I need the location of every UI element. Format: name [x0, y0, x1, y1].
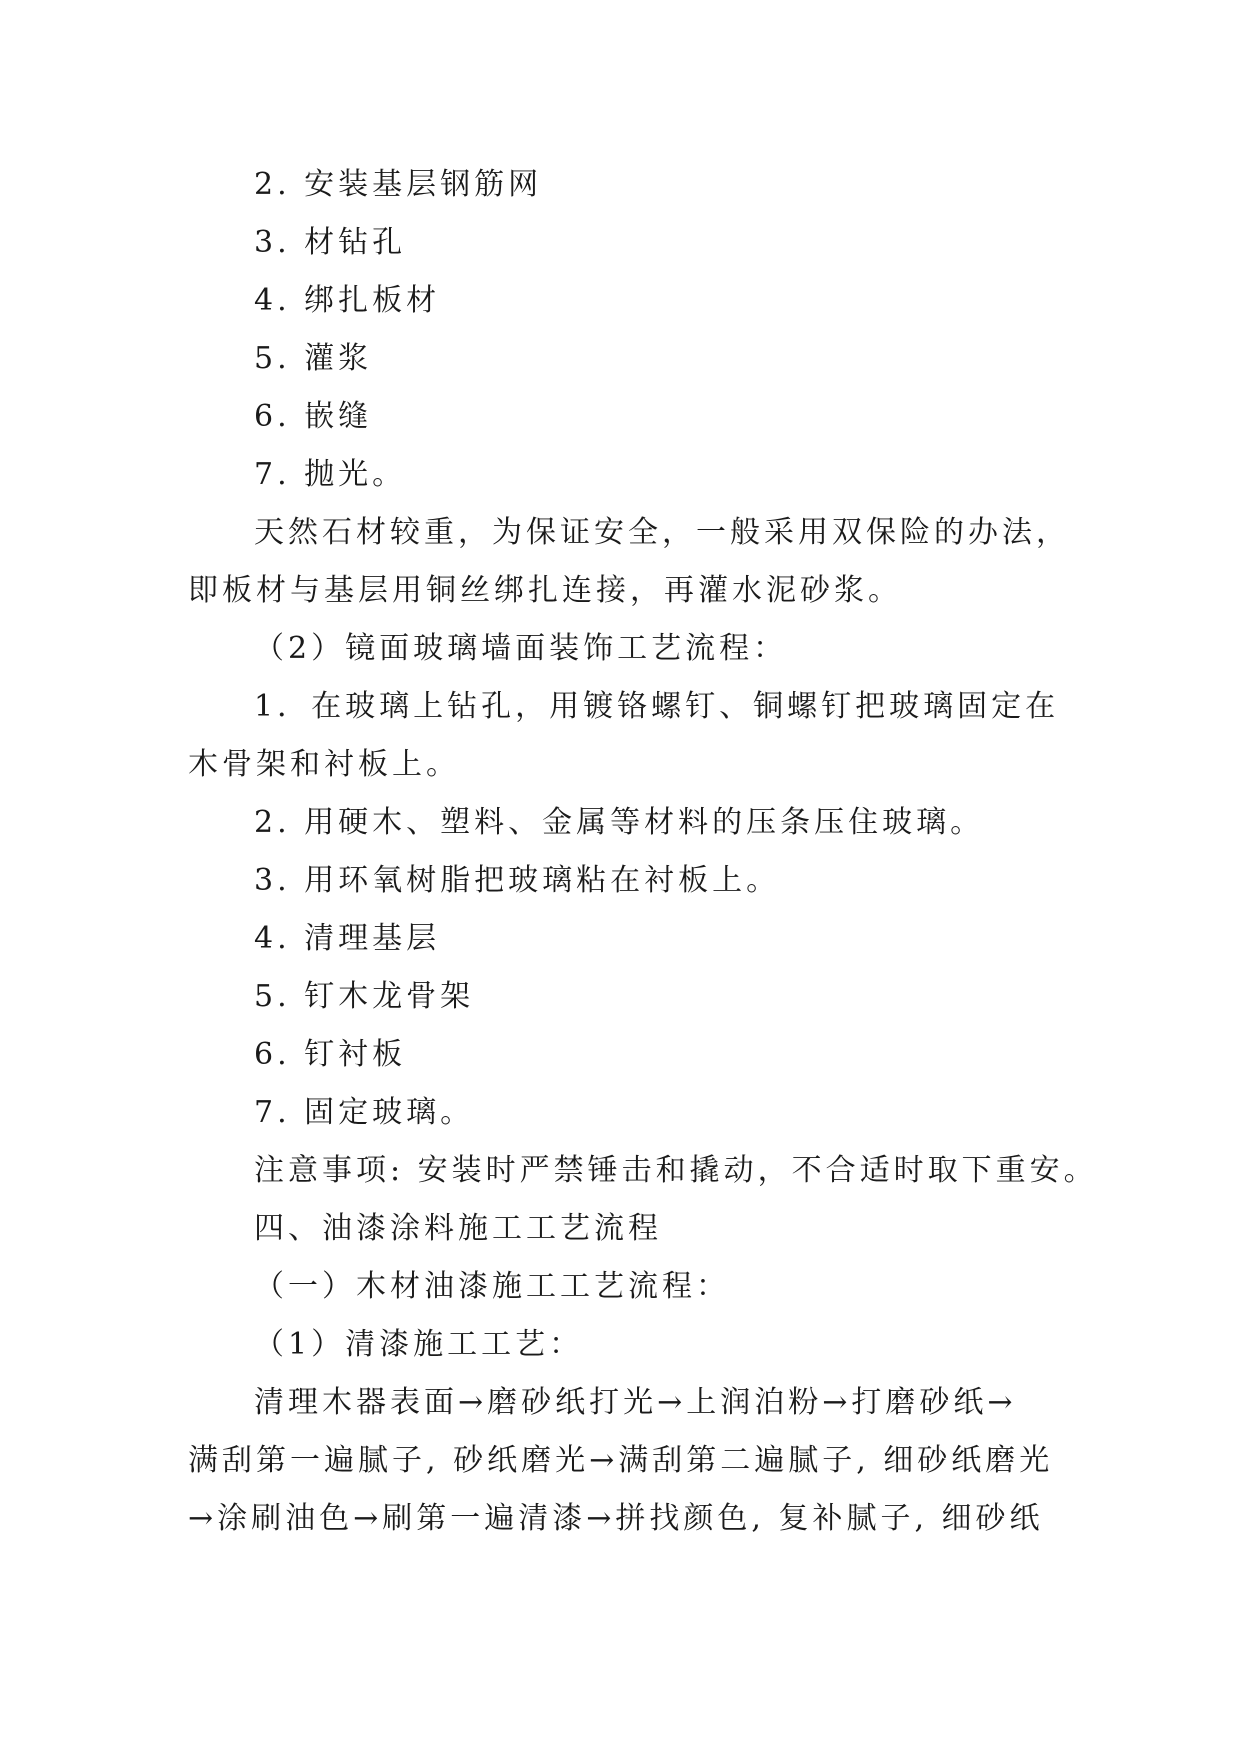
list-item: 5. 灌浆 [254, 341, 373, 376]
list-item: 2. 安装基层钢筋网 [254, 167, 543, 202]
list-item: 3. 材钻孔 [254, 225, 407, 260]
list-item: 2. 用硬木、塑料、金属等材料的压条压住玻璃。 [254, 805, 985, 840]
paragraph-line: →涂刷油色→刷第一遍清漆→拼找颜色, 复补腻子, 细砂纸 [188, 1501, 1044, 1536]
list-item: 7. 固定玻璃。 [254, 1095, 475, 1130]
paragraph-line: 满刮第一遍腻子, 砂纸磨光→满刮第二遍腻子, 细砂纸磨光 [188, 1443, 1054, 1478]
list-item: 5. 钉木龙骨架 [254, 979, 475, 1014]
note-line: 注意事项: 安装时严禁锤击和撬动，不合适时取下重安。 [254, 1153, 1098, 1188]
subsection-heading: （一）木材油漆施工工艺流程： [254, 1269, 730, 1304]
paragraph-line: 木骨架和衬板上。 [188, 747, 460, 782]
subsection-heading: （1）清漆施工工艺： [254, 1327, 584, 1362]
section-heading: 四、油漆涂料施工工艺流程 [254, 1211, 662, 1246]
list-item: 1．在玻璃上钻孔，用镀铬螺钉、铜螺钉把玻璃固定在 [254, 689, 1060, 724]
list-item: 6. 钉衬板 [254, 1037, 407, 1072]
list-item: 7. 抛光。 [254, 457, 407, 492]
list-item: 3. 用环氧树脂把玻璃粘在衬板上。 [254, 863, 781, 898]
paragraph-line: 天然石材较重，为保证安全，一般采用双保险的办法， [254, 515, 1070, 550]
paragraph-line: 清理木器表面→磨砂纸打光→上润泊粉→打磨砂纸→ [254, 1385, 1017, 1420]
list-item: 4. 清理基层 [254, 921, 441, 956]
list-item: 6. 嵌缝 [254, 399, 373, 434]
paragraph-line: 即板材与基层用铜丝绑扎连接，再灌水泥砂浆。 [188, 573, 902, 608]
section-heading: （2）镜面玻璃墙面装饰工艺流程： [254, 631, 788, 666]
list-item: 4. 绑扎板材 [254, 283, 441, 318]
